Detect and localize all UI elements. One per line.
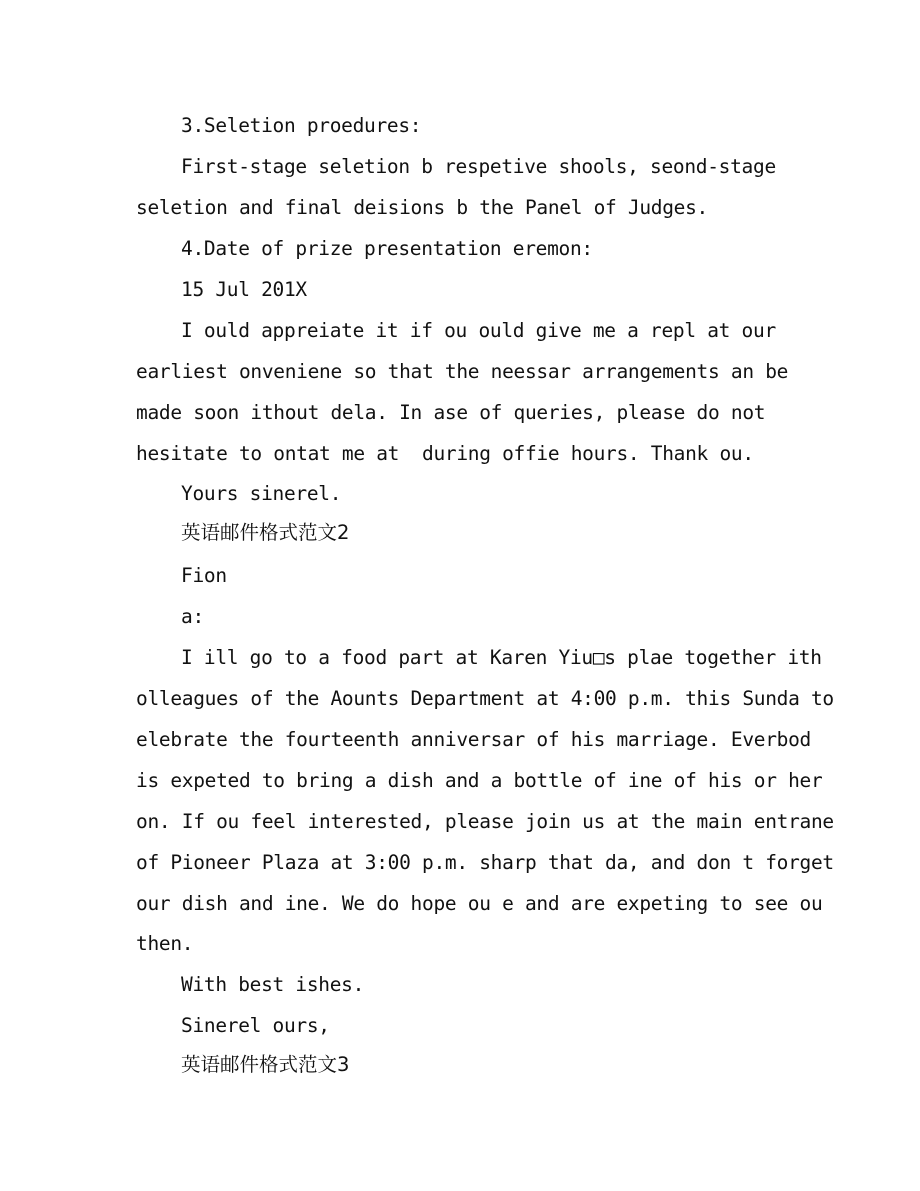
paragraph-line: I ould appreiate it if ou ould give me a repl at our <box>181 319 776 342</box>
salutation-line: Fion <box>181 564 227 587</box>
paragraph-line: elebrate the fourteenth anniversar of his marriage. Everbod <box>136 728 811 751</box>
paragraph-line: of Pioneer Plaza at 3:00 p.m. sharp that da, and don t forget <box>136 851 834 874</box>
paragraph-line: earliest onveniene so that the neessar arrangements an be <box>136 360 789 383</box>
paragraph-line: I ill go to a food part at Karen Yiu□s plae together ith <box>181 646 822 669</box>
date-value: 15 Jul 201X <box>181 278 307 301</box>
paragraph-line: hesitate to ontat me at during offie hours. Thank ou. <box>136 442 754 465</box>
paragraph-line: First-stage seletion b respetive shools, seond-stage <box>181 155 776 178</box>
closing-line: Yours sinerel. <box>181 482 342 505</box>
example-heading-2: 英语邮件格式范文2 <box>181 521 350 544</box>
paragraph-line: made soon ithout dela. In ase of queries, please do not <box>136 401 766 424</box>
closing-line: With best ishes. <box>181 973 365 996</box>
paragraph-line: then. <box>136 932 194 955</box>
section-heading-date: 4.Date of prize presentation eremon: <box>181 237 593 260</box>
paragraph-line: olleagues of the Aounts Department at 4:00 p.m. this Sunda to <box>136 687 834 710</box>
paragraph-line: is expeted to bring a dish and a bottle of ine of his or her <box>136 769 823 792</box>
example-heading-3: 英语邮件格式范文3 <box>181 1053 350 1076</box>
section-heading-selection-procedures: 3.Seletion proedures: <box>181 114 422 137</box>
paragraph-line: seletion and final deisions b the Panel of Judges. <box>136 196 709 219</box>
salutation-line: a: <box>181 605 204 628</box>
paragraph-line: on. If ou feel interested, please join us at the main entrane <box>136 810 834 833</box>
closing-line: Sinerel ours, <box>181 1014 330 1037</box>
paragraph-line: our dish and ine. We do hope ou e and are expeting to see ou <box>136 892 823 915</box>
